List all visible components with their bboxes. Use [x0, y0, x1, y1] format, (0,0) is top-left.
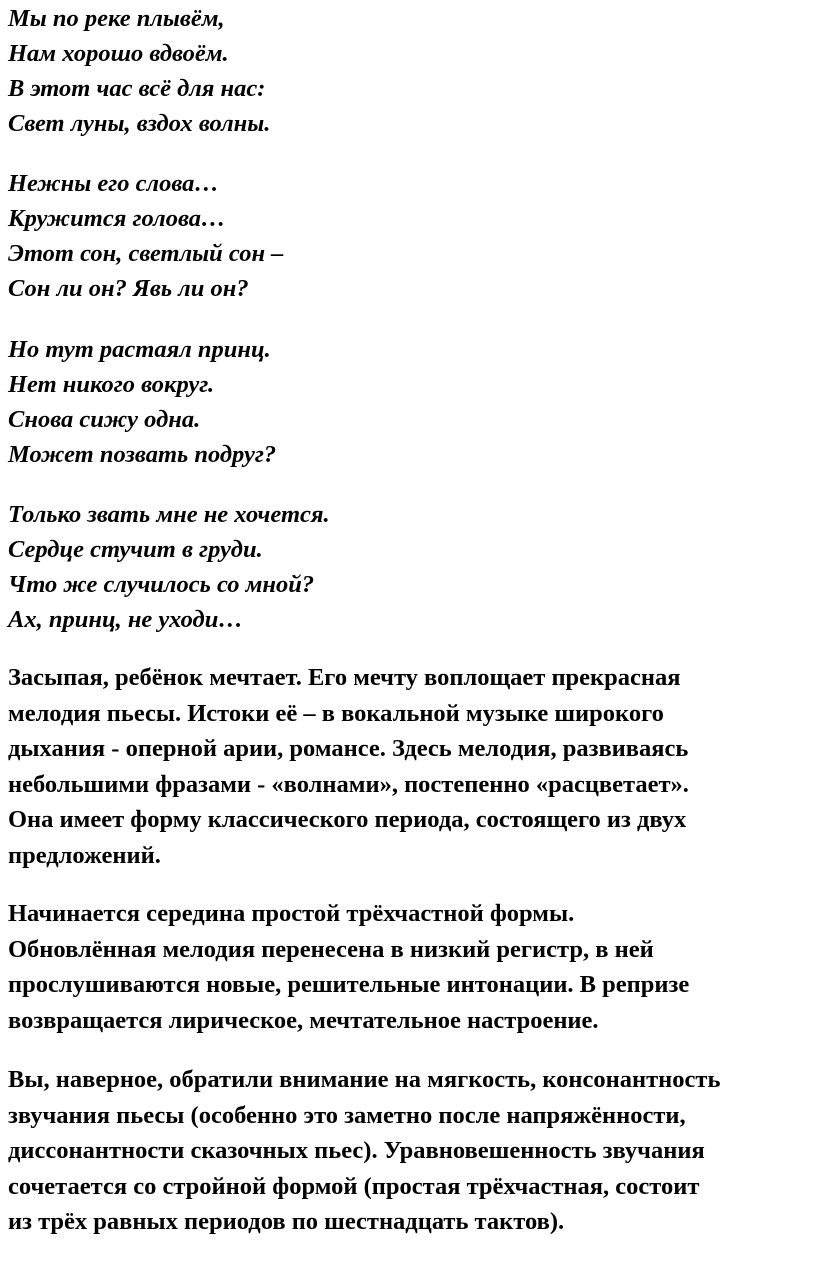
paragraph-line: Она имеет форму классического периода, состоящего из двух — [8, 806, 687, 833]
verse-line: Сердце стучит в груди. — [8, 536, 263, 563]
poem-stanza-2 — [8, 166, 283, 306]
poem-stanza-3 — [8, 332, 276, 472]
paragraph-line: Засыпая, ребёнок мечтает. Его мечту воплощает прекрасная — [8, 664, 681, 691]
verse-line: Что же случилось со мной? — [8, 571, 315, 598]
paragraph-line: диссонантности сказочных пьес). Уравновешенность звучания — [8, 1137, 705, 1164]
paragraph-line: мелодия пьесы. Истоки её – в вокальной музыке широкого — [8, 699, 664, 727]
verse-line: Свет луны, вздох волны. — [8, 110, 271, 137]
verse-line: Кружится голова… — [8, 205, 226, 232]
paragraph-1 — [8, 660, 814, 873]
paragraph-line: Вы, наверное, обратили внимание на мягкость, консонантность — [8, 1066, 721, 1093]
verse-line: Нежны его слова… — [8, 170, 219, 197]
poem-stanza-4 — [8, 497, 330, 637]
paragraph-line: из трёх равных периодов по шестнадцать тактов). — [8, 1208, 565, 1235]
verse-line: Сон ли он? Явь ли он? — [8, 275, 249, 302]
paragraph-line: возвращается лирическое, мечтательное настроение. — [8, 1006, 599, 1034]
verse-line: Только звать мне не хочется. — [8, 501, 330, 528]
verse-line: Мы по реке плывём, — [8, 5, 225, 32]
paragraph-line: дыхания - оперной арии, романсе. Здесь мелодия, развиваясь — [8, 735, 689, 762]
verse-line: Снова сижу одна. — [8, 406, 201, 433]
paragraph-line: звучания пьесы (особенно это заметно после напряжённости, — [8, 1101, 686, 1129]
verse-line: Но тут растаял принц. — [8, 336, 271, 363]
paragraph-line: небольшими фразами - «волнами», постепенно «расцветает». — [8, 770, 689, 798]
paragraph-line: предложений. — [8, 841, 161, 869]
paragraph-line: прослушиваются новые, решительные интонации. В репризе — [8, 971, 690, 998]
paragraph-line: Начинается середина простой трёхчастной формы. — [8, 900, 575, 927]
paragraph-line: сочетается со стройной формой (простая трёхчастная, состоит — [8, 1172, 700, 1200]
paragraph-2 — [8, 896, 814, 1038]
verse-line: Ах, принц, не уходи… — [8, 606, 243, 633]
verse-line: Этот сон, светлый сон – — [8, 240, 284, 267]
paragraph-line: Обновлённая мелодия перенесена в низкий регистр, в ней — [8, 935, 654, 963]
verse-line: Может позвать подруг? — [8, 441, 277, 468]
verse-line: В этот час всё для нас: — [8, 75, 266, 102]
paragraph-3 — [8, 1062, 814, 1240]
poem-stanza-1 — [8, 1, 270, 141]
verse-line: Нет никого вокруг. — [8, 371, 215, 398]
verse-line: Нам хорошо вдвоём. — [8, 40, 229, 67]
